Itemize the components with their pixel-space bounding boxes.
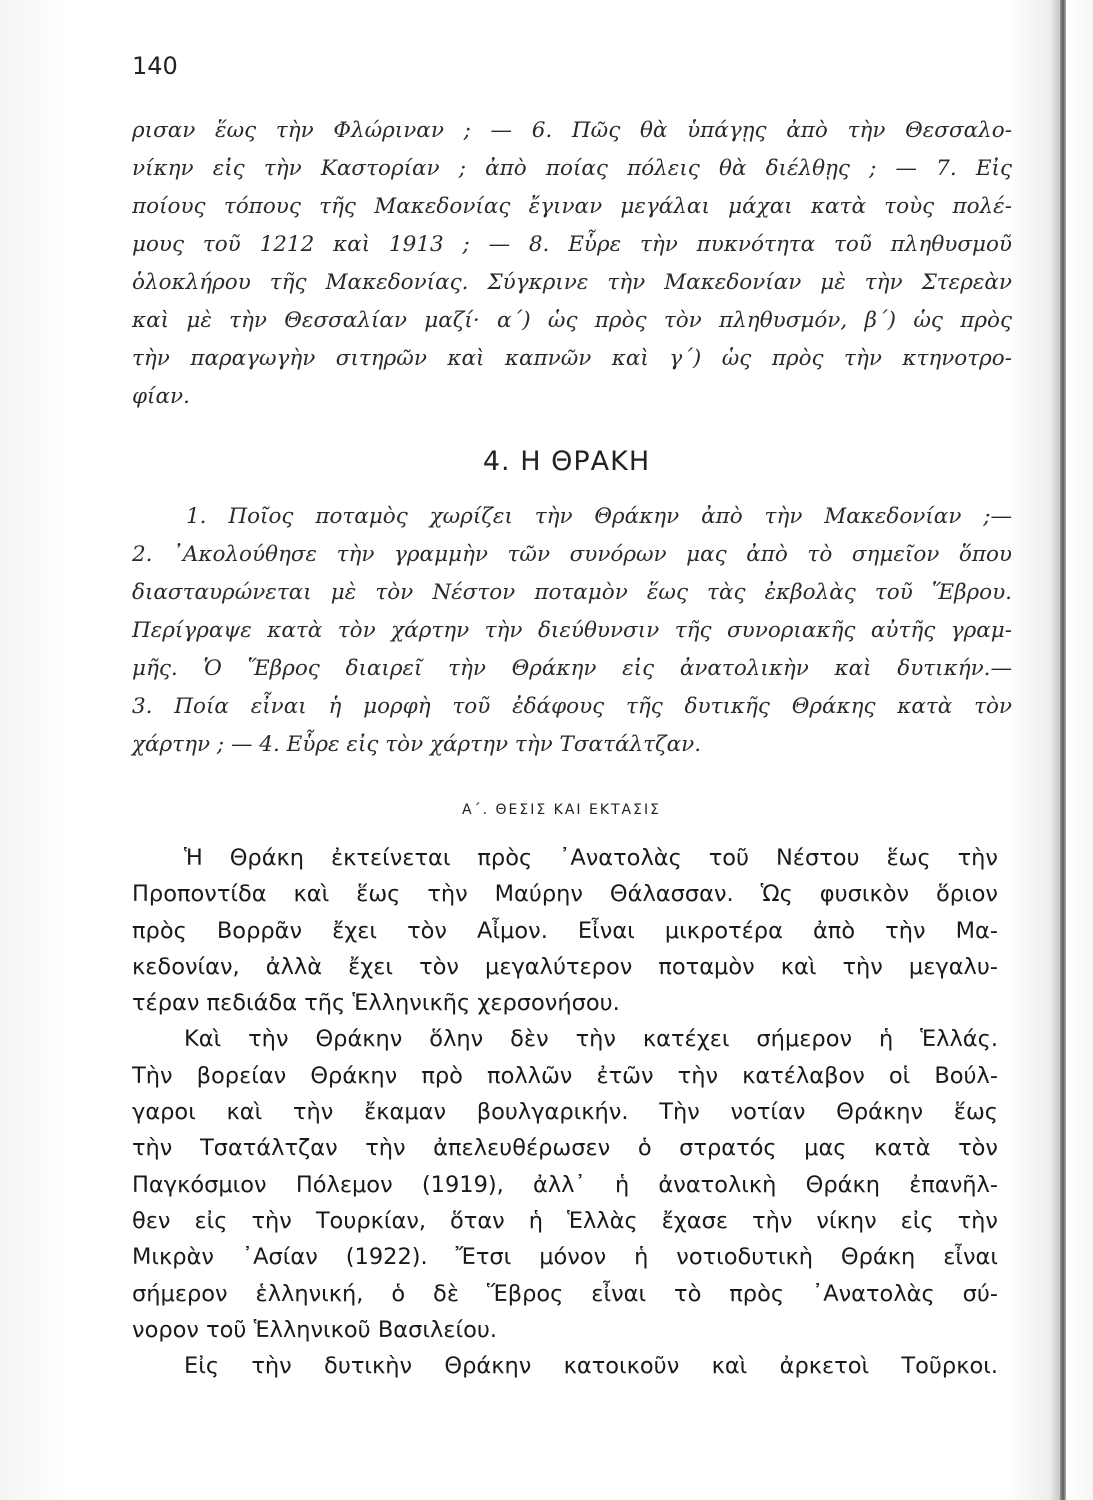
section-title: 4. Η ΘΡΑΚΗ — [482, 446, 651, 477]
exercise-line: τὴν παραγωγὴν σιτηρῶν καὶ καπνῶν καὶ γ΄) ὡς πρὸς τὴν κτηνοτρο- — [132, 346, 1012, 371]
exercise-line: ὁλοκλήρου τῆς Μακεδονίας. Σύγκρινε τὴν Μακεδονίαν μὲ τὴν Στερεὰν — [132, 270, 1012, 295]
exercise-line: 2. ᾿Ακολούθησε τὴν γραμμὴν τῶν συνόρων μας ἀπὸ τὸ σημεῖον ὅπου — [132, 542, 1012, 567]
body-line: τέραν πεδιάδα τῆς Ἑλληνικῆς χερσονήσου. — [132, 990, 620, 1017]
exercise-line: μῆς. Ὁ Ἕβρος διαιρεῖ τὴν Θράκην εἰς ἀνατολικὴν καὶ δυτικήν.— — [132, 656, 1012, 681]
page-gutter — [1060, 0, 1066, 1500]
body-line: θεν εἰς τὴν Τουρκίαν, ὅταν ἡ Ἑλλὰς ἔχασε τὴν νίκην εἰς τὴν — [132, 1207, 998, 1234]
exercise-line: Περίγραψε κατὰ τὸν χάρτην τὴν διεύθυνσιν τῆς συνοριακῆς αὐτῆς γραμ- — [132, 618, 1012, 643]
body-line: πρὸς Βορρᾶν ἔχει τὸν Αἶμον. Εἶναι μικροτέρα ἀπὸ τὴν Μα- — [132, 917, 998, 944]
body-line: σήμερον ἑλληνική, ὁ δὲ Ἕβρος εἶναι τὸ πρὸς ᾿Ανατολὰς σύ- — [132, 1280, 998, 1307]
body-line: Καὶ τὴν Θράκην ὅλην δὲν τὴν κατέχει σήμερον ἡ Ἑλλάς. — [184, 1026, 998, 1053]
body-text — [132, 840, 998, 1384]
exercise-line: χάρτην ; — 4. Εὗρε εἰς τὸν χάρτην τὴν Τσατάλτζαν. — [132, 732, 702, 757]
body-line: νορον τοῦ Ἑλληνικοῦ Βασιλείου. — [132, 1316, 498, 1343]
thrace-exercises — [132, 498, 1012, 764]
body-line: Εἰς τὴν δυτικὴν Θράκην κατοικοῦν καὶ ἀρκετοὶ Τοῦρκοι. — [184, 1353, 998, 1380]
previous-exercises — [132, 112, 1012, 416]
body-line: Τὴν βορείαν Θράκην πρὸ πολλῶν ἐτῶν τὴν κατέλαβον οἱ Βούλ- — [132, 1062, 998, 1089]
body-line: γαροι καὶ τὴν ἔκαμαν βουλγαρικήν. Τὴν νοτίαν Θράκην ἕως — [132, 1099, 998, 1126]
body-line: Μικρὰν ᾿Ασίαν (1922). Ἔτσι μόνον ἡ νοτιοδυτικὴ Θράκη εἶναι — [132, 1244, 998, 1271]
exercise-line: φίαν. — [132, 384, 190, 409]
exercise-line: νίκην εἰς τὴν Καστορίαν ; ἀπὸ ποίας πόλεις θὰ διέλθῃς ; — 7. Εἰς — [132, 156, 1012, 181]
body-line: Ἡ Θράκη ἐκτείνεται πρὸς ᾿Ανατολὰς τοῦ Νέστου ἕως τὴν — [184, 845, 998, 871]
subsection-title: Α΄. ΘΕΣΙΣ ΚΑΙ ΕΚΤΑΣΙΣ — [462, 802, 661, 818]
exercise-line: 1. Ποῖος ποταμὸς χωρίζει τὴν Θράκην ἀπὸ τὴν Μακεδονίαν ;— — [186, 504, 1012, 529]
exercise-line: μους τοῦ 1212 καὶ 1913 ; — 8. Εὗρε τὴν πυκνότητα τοῦ πληθυσμοῦ — [132, 232, 1012, 257]
exercise-line: διασταυρώνεται μὲ τὸν Νέστον ποταμὸν ἕως τὰς ἐκβολὰς τοῦ Ἕβρου. — [132, 580, 1012, 605]
exercise-line: ποίους τόπους τῆς Μακεδονίας ἔγιναν μεγάλαι μάχαι κατὰ τοὺς πολέ- — [132, 194, 1012, 219]
body-line: κεδονίαν, ἀλλὰ ἔχει τὸν μεγαλύτερον ποταμὸν καὶ τὴν μεγαλυ- — [132, 953, 998, 980]
exercise-line: ρισαν ἕως τὴν Φλώριναν ; — 6. Πῶς θὰ ὑπάγῃς ἀπὸ τὴν Θεσσαλο- — [132, 118, 1012, 143]
page-number: 140 — [132, 52, 178, 80]
exercise-line: 3. Ποία εἶναι ἡ μορφὴ τοῦ ἐδάφους τῆς δυτικῆς Θράκης κατὰ τὸν — [132, 694, 1012, 719]
body-line: Παγκόσμιον Πόλεμον (1919), ἀλλ᾿ ἡ ἀνατολικὴ Θράκη ἐπανῆλ- — [132, 1171, 998, 1198]
exercise-line: καὶ μὲ τὴν Θεσσαλίαν μαζί· α΄) ὡς πρὸς τὸν πληθυσμόν, β΄) ὡς πρὸς — [132, 308, 1012, 333]
body-line: Προποντίδα καὶ ἕως τὴν Μαύρην Θάλασσαν. Ὡς φυσικὸν ὅριον — [132, 881, 998, 908]
body-line: τὴν Τσατάλτζαν τὴν ἀπελευθέρωσεν ὁ στρατός μας κατὰ τὸν — [132, 1135, 998, 1162]
